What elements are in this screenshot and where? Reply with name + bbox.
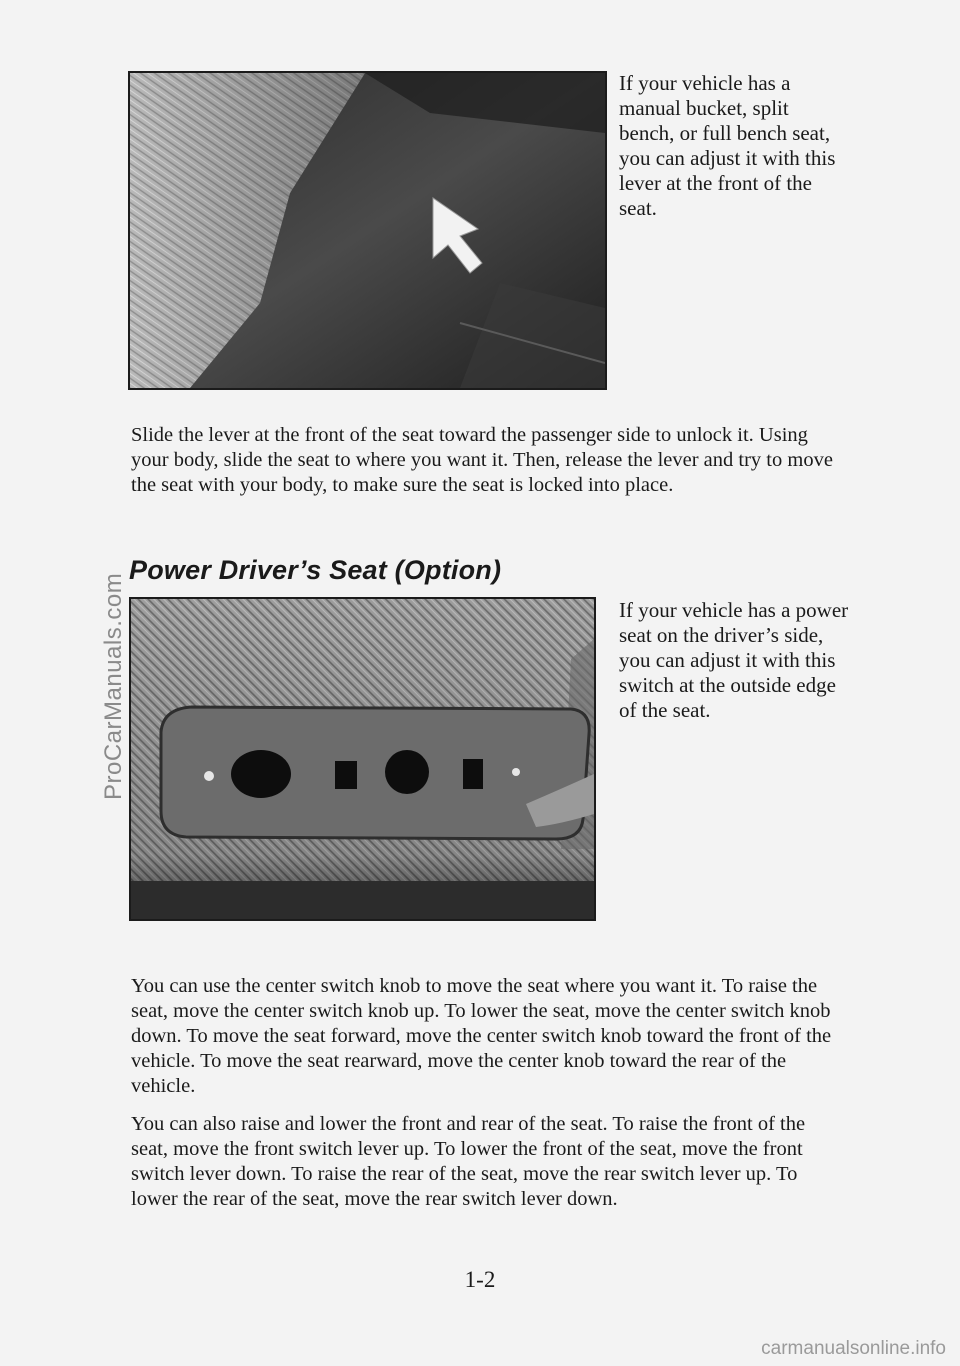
- figure1-caption: If your vehicle has a manual bucket, split bench, or full bench seat, you can adjust it with this lever at the front of the seat.: [619, 71, 836, 220]
- side-watermark: ProCarManuals.com: [100, 572, 127, 800]
- center-switch-knob: [335, 761, 357, 789]
- manual-seat-lever-image: [130, 73, 605, 388]
- center-knob-instructions: You can use the center switch knob to move the seat where you want it. To raise the seat, move the center switch knob up. To lower the seat, move the center switch knob down. To move the seat forward, move the center switch knob toward the front of the vehicle. To move the seat rearward, move the center knob toward the rear of the vehicle.: [131, 974, 832, 1097]
- figure2-caption: If your vehicle has a power seat on the driver’s side, you can adjust it with this switch at the outside edge of the seat.: [619, 598, 849, 722]
- bottom-watermark: carmanualsonline.info: [761, 1338, 946, 1359]
- section-heading: Power Driver’s Seat (Option): [129, 555, 502, 585]
- page-number: 1-2: [464, 1267, 496, 1292]
- power-seat-switch-photo: [129, 597, 596, 921]
- front-switch-lever: [231, 750, 291, 798]
- rear-switch-lever: [463, 759, 483, 789]
- manual-seat-lever-photo: [128, 71, 607, 390]
- power-seat-switch-panel: [161, 707, 589, 839]
- front-rear-instructions: You can also raise and lower the front and rear of the seat. To raise the front of the seat, move the front switch lever up. To lower the front of the seat, move the front switch lever down. To raise the rear of the seat, move the rear switch lever up. To lower the rear of the seat, move the rear switch lever down.: [131, 1112, 806, 1210]
- power-seat-switch-image: [131, 599, 594, 919]
- lever-instructions: Slide the lever at the front of the seat toward the passenger side to unlock it. Using your body, slide the seat to where you want it. Then, release the lever and try to move the seat with your body, to make sure the seat is locked into place.: [131, 423, 833, 496]
